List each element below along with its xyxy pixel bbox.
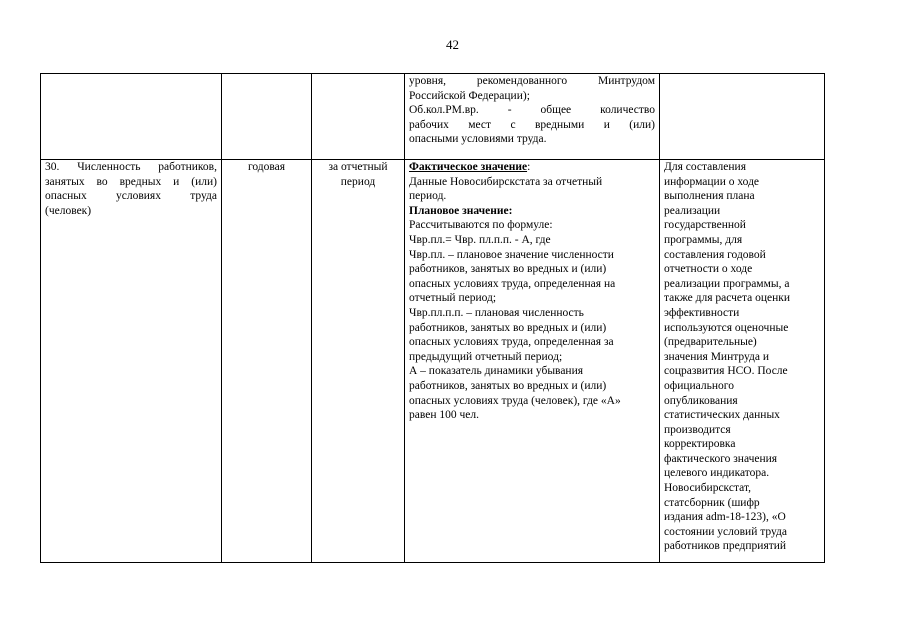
- note-cell: [660, 160, 825, 563]
- fact-text-line: период.: [409, 190, 447, 203]
- plan-text-line: равен 100 чел.: [409, 409, 479, 422]
- indicators-table: [40, 73, 825, 563]
- plan-text: [409, 218, 655, 422]
- indicator-text-line: (человек): [45, 204, 92, 217]
- plan-text-line: Чвр.пл.= Чвр. пл.п.п. - А, где: [409, 233, 551, 246]
- plan-text-line: опасных условиях труда (человек), где «А»: [409, 394, 621, 407]
- table-row: [41, 160, 825, 563]
- note-text-line: также для расчета оценки: [664, 292, 791, 305]
- period-text-line: период: [340, 175, 376, 188]
- periodicity-cell: [222, 74, 312, 160]
- note-text-line: государственной: [664, 219, 746, 232]
- note-text-line: корректировка: [664, 438, 736, 451]
- indicator-cell: [41, 74, 222, 160]
- note-text-line: статистических данных: [664, 409, 780, 422]
- method-text-line: Об.кол.РМ.вр. - общее количество: [409, 104, 655, 117]
- indicator-text-line: занятых во вредных и (или): [45, 175, 217, 188]
- note-text-line: Новосибирскстат,: [664, 482, 751, 495]
- plan-text-line: работников, занятых во вредных и (или): [409, 379, 607, 392]
- plan-text-line: опасных условиях труда, определенная на: [409, 277, 616, 290]
- note-text-line: Для составления: [664, 161, 746, 173]
- plan-text-line: работников, занятых во вредных и (или): [409, 263, 607, 276]
- note-text-line: производится: [664, 423, 731, 436]
- fact-colon: :: [527, 161, 531, 173]
- method-text-line: рабочих мест с вредными и (или): [409, 118, 655, 131]
- fact-heading: Фактическое значение: [409, 161, 528, 173]
- note-text-line: эффективности: [664, 306, 740, 319]
- plan-text-line: Чвр.пл.п.п. – плановая численность: [409, 306, 584, 319]
- note-text-line: отчетности о ходе: [664, 263, 753, 276]
- method-cell: [405, 160, 660, 563]
- note-text-line: составления годовой: [664, 248, 766, 261]
- plan-text-line: А – показатель динамики убывания: [409, 365, 584, 378]
- note-text-line: реализации программы, а: [664, 277, 790, 290]
- note-text-line: официального: [664, 379, 734, 392]
- note-text-line: статсборник (шифр: [664, 496, 760, 509]
- note-text-line: работников предприятий: [664, 540, 787, 553]
- note-text-line: издания adm-18-123), «О: [664, 511, 786, 524]
- note-text-line: состоянии условий труда: [664, 525, 787, 538]
- note-text-line: опубликования: [664, 394, 738, 407]
- note-text-line: используются оценочные: [664, 321, 789, 334]
- plan-text-line: работников, занятых во вредных и (или): [409, 321, 607, 334]
- method-text-line: уровня, рекомендованного Минтрудом: [409, 75, 655, 87]
- indicator-text-line: опасных условиях труда: [45, 190, 217, 203]
- plan-text-line: опасных условиях труда, определенная за: [409, 336, 614, 349]
- note-text-line: целевого индикатора.: [664, 467, 770, 480]
- note-text-line: выполнения плана: [664, 190, 755, 203]
- plan-text-line: Чвр.пл. – плановое значение численности: [409, 248, 614, 261]
- method-cell: [405, 74, 660, 160]
- periodicity-cell: [222, 160, 312, 563]
- note-text-line: фактического значения: [664, 452, 778, 465]
- indicator-text-line: 30. Численность работников,: [45, 161, 217, 173]
- plan-heading: Плановое значение:: [409, 204, 513, 217]
- plan-text-line: Рассчитываются по формуле:: [409, 219, 553, 232]
- plan-text-line: отчетный период;: [409, 292, 497, 305]
- plan-text-line: предыдущий отчетный период;: [409, 350, 563, 363]
- period-cell: [312, 74, 405, 160]
- note-text-line: значения Минтруда и: [664, 350, 770, 363]
- note-text-line: информации о ходе: [664, 175, 760, 188]
- fact-text-line: Данные Новосибирскстата за отчетный: [409, 175, 603, 188]
- period-cell: [312, 160, 405, 563]
- fact-text: [409, 175, 655, 204]
- method-text-line: Российской Федерации);: [409, 89, 530, 102]
- page-number: 42: [446, 37, 459, 52]
- indicator-cell: [41, 160, 222, 563]
- note-text-line: (предварительные): [664, 336, 757, 349]
- method-text-line: опасными условиями труда.: [409, 133, 547, 146]
- table-row: [41, 74, 825, 160]
- note-cell: [660, 74, 825, 160]
- note-text-line: программы, для: [664, 233, 743, 246]
- periodicity-text: годовая: [247, 161, 286, 173]
- period-text-line: за отчетный: [328, 161, 388, 173]
- note-text-line: реализации: [664, 204, 721, 217]
- note-text-line: соцразвития НСО. После: [664, 365, 788, 378]
